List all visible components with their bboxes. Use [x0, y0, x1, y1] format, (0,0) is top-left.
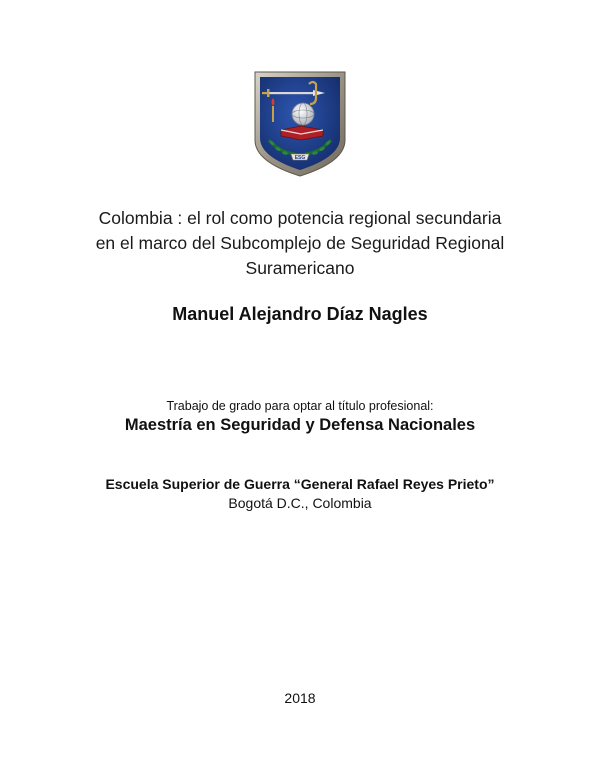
degree-title: Maestría en Seguridad y Defensa Nacionales: [124, 416, 476, 434]
document-title: [0, 206, 600, 281]
institution-city: Bogotá D.C., Colombia: [228, 495, 372, 511]
institution-name: Escuela Superior de Guerra “General Rafael Reyes Prieto”: [105, 476, 495, 492]
document-year: 2018: [284, 690, 316, 706]
author-name: Manuel Alejandro Díaz Nagles: [172, 304, 428, 324]
title-line: Suramericano: [245, 258, 355, 278]
title-line: en el marco del Subcomplejo de Seguridad Regional: [95, 233, 505, 253]
title-line: Colombia : el rol como potencia regional secundaria: [98, 208, 502, 228]
svg-text:ESG: ESG: [294, 155, 306, 162]
degree-intro: Trabajo de grado para optar al título profesional:: [166, 399, 434, 413]
shield-emblem-icon: [253, 70, 347, 178]
